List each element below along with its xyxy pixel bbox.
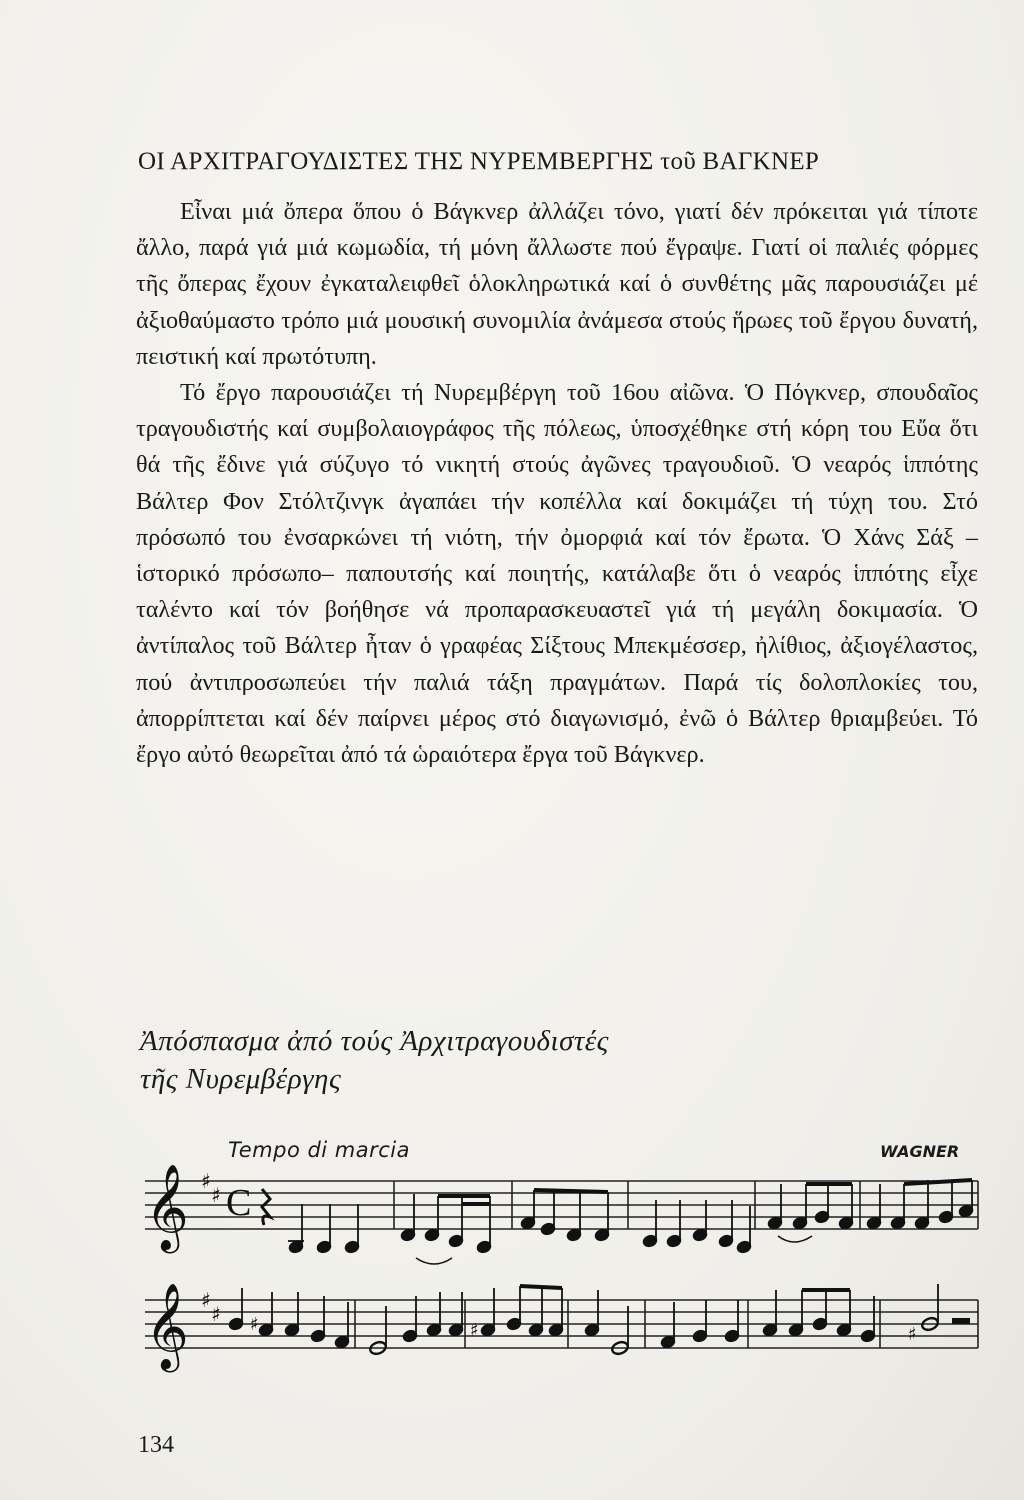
notes-staff-2 [228,1284,970,1356]
time-signature: C [226,1182,252,1224]
svg-text:♯: ♯ [211,1183,221,1207]
page-number: 134 [138,1432,174,1458]
paragraph-2: Τό ἔργο παρουσιάζει τή Νυρεμβέργη τοῦ 16ου αἰῶνα. Ὁ Πόγκνερ, σπουδαῖος τραγουδιστής καί συμβολαιογράφος τῆς πόλεως, ὑποσχέθηκε στή κόρη του Εὔα ὅτι θά τῆς ἔδινε γιά σύζυγο τό νικητή στούς ἀγῶνες τραγουδιοῦ. Ὁ νεαρός ἱππότης Βάλτερ Φον Στόλτζινγκ ἀγαπάει τήν κοπέλλα καί δοκιμάζει τή τύχη του. Στό πρόσωπό του ἐνσαρκώνει τή νιότη, τήν ὀμορφιά καί τόν ἔρωτα. Ὁ Χάνς Σάξ –ἱστορικό πρόσωπο– παπουτσής καί ποιητής, κατάλαβε ὅτι ὁ νεαρός ἱππότης εἶχε ταλέντο καί τόν βοήθησε νά προπαρασκευαστεῖ γιά τή μεγάλη δοκιμασία. Ὁ ἀντίπαλος τοῦ Βάλτερ ἦταν ὁ γραφέας Σίξτους Μπεκμέσσερ, ἠλίθιος, ἀξιογέλαστος, πού ἀντιπροσωπεύει τήν παλιά τάξη πραγμάτων. Παρά τίς δολοπλοκίες του, ἀπορρίπτεται καί δέν παίρνει μέρος στό διαγωνισμό, ἐνῶ ὁ Βάλτερ θριαμβεύει. Τό ἔργο αὐτό θεωρεῖται ἀπό τά ὡραιότερα ἔργα τοῦ Βάγκνερ. [136,379,978,769]
treble-clef-icon: 𝄞 [145,1283,189,1369]
svg-text:♯: ♯ [908,1324,917,1345]
excerpt-title-line-2: τῆς Νυρεμβέργης [140,1063,342,1095]
excerpt-title-line-1: Ἀπόσπασμα ἀπό τούς Ἀρχιτραγουδιστές [140,1025,609,1057]
svg-text:♯: ♯ [201,1169,211,1193]
svg-text:♯: ♯ [201,1288,211,1312]
chapter-heading: ΟΙ ΑΡΧΙΤΡΑΓΟΥΔΙΣΤΕΣ ΤΗΣ ΝΥΡΕΜΒΕΡΓΗΣ τοῦ ΒΑΓΚΝΕΡ [138,148,820,175]
svg-text:♯: ♯ [211,1302,221,1326]
key-signature-icon [201,1169,221,1326]
paragraph-1: Εἶναι μιά ὄπερα ὅπου ὁ Βάγκνερ ἀλλάζει τόνο, γιατί δέν πρόκειται γιά τίποτε ἄλλο, παρά γιά μιά κωμωδία, τή μόνη ἄλλωστε πού ἔγραψε. Γιατί οἱ παλιές φόρμες τῆς ὄπερας ἔχουν ἐγκαταλειφθεῖ ὁλοκληρωτικά καί ὁ συνθέτης μᾶς παρουσιάζει μέ ἀξιοθαύμαστο τρόπο μιά μουσική συνομιλία ἀνάμεσα στούς ἥρωες τοῦ ἔργου δυνατή, πειστική καί πρωτότυπη. [136,198,978,370]
svg-text:♯: ♯ [470,1320,479,1341]
composer-name: WAGNER [880,1142,960,1161]
tempo-marking: Tempo di marcia [228,1138,411,1162]
rest-icon [262,1189,270,1225]
svg-text:♯: ♯ [250,1314,259,1335]
treble-clef-icon: 𝄞 [145,1164,189,1250]
